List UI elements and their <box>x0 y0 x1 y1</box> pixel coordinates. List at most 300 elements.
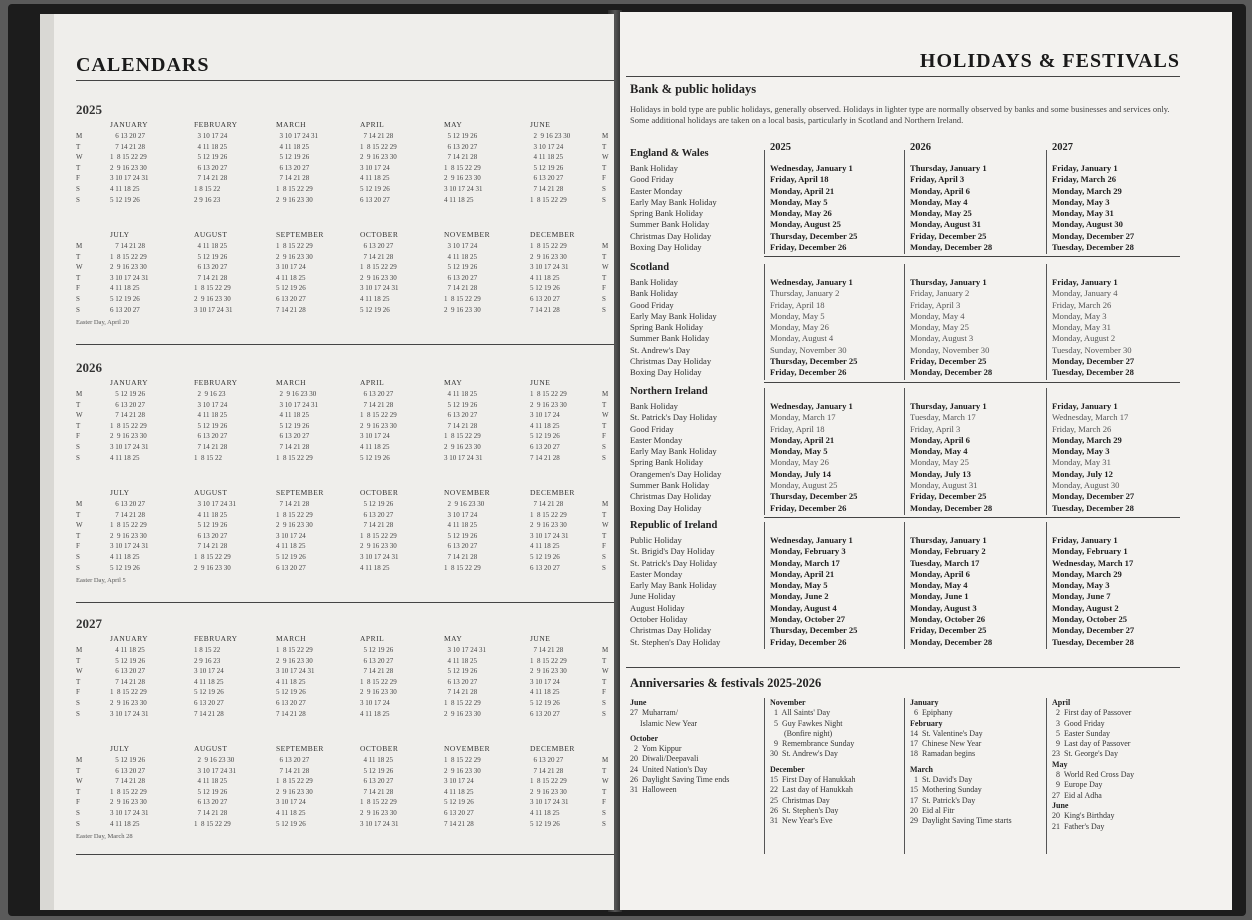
weekday-label: W <box>76 521 83 530</box>
weekday-label: W <box>76 153 83 162</box>
holiday-date: Monday, July 13 <box>910 468 971 479</box>
month-block <box>530 744 575 829</box>
week-row: 5 12 19 26 <box>444 798 474 807</box>
holiday-date: Monday, March 29 <box>1052 568 1122 579</box>
week-row: 6 13 20 27 <box>530 756 564 764</box>
month-block <box>360 230 399 315</box>
weekday-label: S <box>76 552 80 561</box>
column-divider <box>764 388 765 515</box>
holiday-dates-2027 <box>1052 163 1188 253</box>
month-block <box>276 634 315 719</box>
weekday-label: F <box>602 284 606 293</box>
week-row: 6 13 20 27 <box>194 698 224 707</box>
week-row: 1 8 15 22 29 <box>276 453 313 462</box>
holiday-date: Monday, May 31 <box>1052 322 1111 333</box>
holiday-name: Bank Holiday <box>630 288 678 299</box>
holiday-date: Monday, August 3 <box>910 333 974 344</box>
holiday-dates-2026 <box>910 277 1046 379</box>
month-name: JULY <box>110 488 130 497</box>
week-row: 5 12 19 26 <box>194 252 228 261</box>
holiday-date: Monday, May 26 <box>770 322 829 333</box>
anniversary-divider <box>1046 698 1047 854</box>
week-row: 2 9 16 23 30 <box>276 787 313 796</box>
week-row: 4 11 18 25 <box>444 787 474 796</box>
month-block <box>110 120 149 205</box>
month-name: JANUARY <box>110 378 149 387</box>
month-name: FEBRUARY <box>194 378 238 387</box>
anniversary-entry: 9 Remembrance Sunday <box>770 739 855 749</box>
week-row: 4 11 18 25 <box>276 273 306 282</box>
weekday-label: M <box>602 390 609 398</box>
easter-note: Easter Day, March 28 <box>76 833 133 840</box>
weekday-label: S <box>76 184 80 193</box>
holiday-name: Good Friday <box>630 174 674 185</box>
holiday-name: Summer Bank Holiday <box>630 333 710 344</box>
weekday-label: M <box>76 756 83 764</box>
holiday-name: Public Holiday <box>630 535 682 545</box>
holiday-date: Monday, May 26 <box>770 208 832 219</box>
week-row: 4 11 18 25 <box>530 542 560 551</box>
week-row: 2 9 16 23 <box>194 390 226 398</box>
weekday-label: T <box>76 252 81 261</box>
weekday-label: S <box>76 195 80 204</box>
anniversary-column <box>910 698 1050 827</box>
week-row: 1 8 15 22 29 <box>194 819 231 828</box>
holiday-date: Monday, August 25 <box>770 219 841 230</box>
weekday-labels-right <box>602 241 609 315</box>
week-row: 3 10 17 24 <box>360 432 390 441</box>
week-row: 5 12 19 26 <box>360 305 390 314</box>
holiday-date: Friday, April 3 <box>910 423 961 434</box>
anniversary-entry: 18 Ramadan begins <box>910 749 976 759</box>
month-block <box>110 378 149 463</box>
week-row: 1 8 15 22 29 <box>110 252 147 261</box>
week-row: 1 8 15 22 29 <box>110 688 147 697</box>
holiday-name: Summer Bank Holiday <box>630 219 710 230</box>
weekday-label: T <box>602 787 607 796</box>
holiday-date: Monday, May 31 <box>1052 208 1114 219</box>
week-row: 4 11 18 25 <box>194 677 224 686</box>
week-row: 2 9 16 23 30 <box>444 709 481 718</box>
week-row: 5 12 19 26 <box>530 698 560 707</box>
week-row: 3 10 17 24 31 <box>194 500 236 508</box>
anniversary-month: June <box>1052 800 1069 810</box>
month-name: JUNE <box>530 120 551 129</box>
month-name: AUGUST <box>194 488 228 497</box>
week-row: 6 13 20 27 <box>276 563 306 572</box>
week-row: 2 9 16 23 30 <box>530 400 567 409</box>
week-row: 1 8 15 22 29 <box>276 777 313 786</box>
week-row: 4 11 18 25 <box>110 646 145 654</box>
column-divider <box>764 150 765 254</box>
month-block <box>444 230 490 315</box>
month-block <box>194 488 236 573</box>
month-name: APRIL <box>360 120 385 129</box>
week-row: 5 12 19 26 <box>110 756 145 764</box>
column-divider <box>1046 522 1047 649</box>
week-row: 5 12 19 26 <box>110 390 145 398</box>
weekday-label: W <box>602 521 609 530</box>
week-row: 1 8 15 22 29 <box>360 142 397 151</box>
holiday-date: Monday, August 3 <box>910 602 977 613</box>
anniversary-entry: 9 Europe Day <box>1052 780 1103 790</box>
holiday-date: Monday, August 30 <box>1052 219 1123 230</box>
holiday-dates-2027 <box>1052 535 1188 648</box>
weekday-label: T <box>602 531 607 540</box>
week-row: 2 9 16 23 30 <box>360 542 397 551</box>
week-row: 7 14 21 28 <box>194 273 228 282</box>
holiday-date: Friday, March 26 <box>1052 423 1112 434</box>
week-row: 6 13 20 27 <box>194 432 228 441</box>
week-row: 7 14 21 28 <box>530 500 564 508</box>
week-row: 1 8 15 22 29 <box>444 432 481 441</box>
month-block <box>276 378 318 463</box>
week-row: 5 12 19 26 <box>276 421 310 430</box>
week-row: 1 8 15 22 29 <box>530 195 567 204</box>
week-row: 5 12 19 26 <box>360 453 390 462</box>
holiday-dates-2025 <box>770 535 906 648</box>
weekday-label: T <box>602 163 607 172</box>
week-row: 7 14 21 28 <box>360 667 394 676</box>
holiday-date: Monday, April 21 <box>770 185 835 196</box>
week-row: 6 13 20 27 <box>360 390 394 398</box>
weekday-label: T <box>76 766 81 775</box>
anniversary-entry: 1 St. David's Day <box>910 775 973 785</box>
week-row: 6 13 20 27 <box>360 510 394 519</box>
week-row: 7 14 21 28 <box>110 777 145 786</box>
holiday-date: Monday, August 31 <box>910 480 978 491</box>
weekday-label: W <box>76 777 83 786</box>
holiday-date: Wednesday, January 1 <box>770 535 853 545</box>
week-row: 5 12 19 26 <box>530 552 560 561</box>
week-row: 3 10 17 24 31 <box>360 552 399 561</box>
week-row: 1 8 15 22 29 <box>444 563 481 572</box>
week-row: 1 8 15 22 29 <box>530 777 567 786</box>
week-row: 4 11 18 25 <box>276 677 306 686</box>
anniversary-divider <box>764 698 765 854</box>
week-row: 2 9 16 23 <box>194 656 221 665</box>
week-row: 2 9 16 23 30 <box>360 808 397 817</box>
week-row: 2 9 16 23 30 <box>194 563 231 572</box>
weekday-label: F <box>602 798 606 807</box>
holiday-date: Monday, May 5 <box>770 446 828 457</box>
week-row: 1 8 15 22 <box>194 184 221 193</box>
region-rule <box>764 382 1180 383</box>
holiday-date: Monday, May 25 <box>910 322 969 333</box>
holiday-date: Monday, December 27 <box>1052 356 1135 367</box>
title-rule <box>626 76 1180 77</box>
week-row: 6 13 20 27 <box>194 531 228 540</box>
holiday-date: Monday, July 14 <box>770 468 831 479</box>
region-heading: Scotland <box>630 262 670 273</box>
anniversary-entry: Islamic New Year <box>630 718 698 728</box>
holiday-names <box>630 535 766 648</box>
holiday-date: Friday, January 1 <box>1052 277 1118 287</box>
anniversary-entry: 31 New Year's Eve <box>770 816 833 826</box>
week-row: 2 9 16 23 <box>194 195 221 204</box>
week-row: 6 13 20 27 <box>110 132 145 140</box>
week-row: 5 12 19 26 <box>360 500 394 508</box>
holiday-date: Monday, May 3 <box>1052 580 1110 591</box>
week-row: 3 10 17 24 <box>276 263 306 272</box>
holiday-date: Monday, December 28 <box>910 367 993 378</box>
holiday-date: Monday, February 1 <box>1052 546 1128 557</box>
week-row: 4 11 18 25 <box>276 411 309 420</box>
weekday-label: S <box>76 808 80 817</box>
anniversary-entry: 17 Chinese New Year <box>910 739 982 749</box>
anniversary-entry: 8 World Red Cross Day <box>1052 770 1135 780</box>
holiday-date: Monday, April 6 <box>910 568 970 579</box>
anniversary-entry: 31 Halloween <box>630 785 677 795</box>
anniversary-entry: 27 Eid al Adha <box>1052 790 1102 800</box>
calendar-year: 2026 <box>76 360 102 375</box>
anniversary-entry: 25 Christmas Day <box>770 795 830 805</box>
month-block <box>110 488 149 573</box>
month-block <box>444 120 483 205</box>
week-row: 7 14 21 28 <box>110 510 145 519</box>
column-divider <box>764 522 765 649</box>
column-divider <box>1046 388 1047 515</box>
week-row: 3 10 17 24 31 <box>194 305 233 314</box>
holiday-date: Monday, May 31 <box>1052 457 1111 468</box>
holiday-date: Tuesday, November 30 <box>1052 344 1132 355</box>
week-row: 7 14 21 28 <box>276 766 310 775</box>
week-row: 7 14 21 28 <box>360 252 394 261</box>
holiday-name: Early May Bank Holiday <box>630 446 717 457</box>
weekday-label: F <box>76 432 80 441</box>
holiday-date: Monday, August 30 <box>1052 480 1120 491</box>
holiday-date: Monday, August 31 <box>910 219 981 230</box>
weekday-label: T <box>602 766 607 775</box>
week-row: 3 10 17 24 31 <box>530 531 569 540</box>
anniversary-entry: 24 United Nation's Day <box>630 764 708 774</box>
holiday-name: Spring Bank Holiday <box>630 322 704 333</box>
week-row: 2 9 16 23 30 <box>194 294 231 303</box>
weekday-label: T <box>76 421 81 430</box>
anniversary-month: June <box>630 698 647 707</box>
holiday-name: Boxing Day Holiday <box>630 242 702 253</box>
month-block <box>530 378 567 463</box>
week-row: 5 12 19 26 <box>530 432 560 441</box>
weekday-label: S <box>602 442 606 451</box>
anniversary-entry: 26 St. Stephen's Day <box>770 805 839 815</box>
holiday-date: Monday, August 4 <box>770 333 834 344</box>
holiday-date: Thursday, January 2 <box>770 288 840 299</box>
week-row: 3 10 17 24 31 <box>110 709 149 718</box>
holiday-name: October Holiday <box>630 614 688 625</box>
week-row: 3 10 17 24 31 <box>276 132 318 140</box>
holiday-name: Christmas Day Holiday <box>630 230 712 241</box>
week-row: 3 10 17 24 31 <box>110 174 149 183</box>
weekday-labels-left <box>76 499 83 573</box>
holiday-dates-2025 <box>770 163 906 253</box>
week-row: 5 12 19 26 <box>444 400 478 409</box>
month-name: FEBRUARY <box>194 634 238 643</box>
anniversary-month: May <box>1052 759 1068 769</box>
holiday-date: Monday, May 26 <box>770 457 829 468</box>
holiday-date: Monday, July 12 <box>1052 468 1113 479</box>
column-divider <box>904 388 905 515</box>
holiday-date: Friday, December 25 <box>910 230 987 241</box>
holiday-date: Friday, April 3 <box>910 299 961 310</box>
week-row: 4 11 18 25 <box>360 756 393 764</box>
holiday-date: Monday, April 21 <box>770 568 835 579</box>
week-row: 4 11 18 25 <box>110 552 140 561</box>
weekday-labels-left <box>76 389 83 463</box>
week-row: 7 14 21 28 <box>444 688 478 697</box>
anniversary-entry: 30 St. Andrew's Day <box>770 749 838 759</box>
holiday-date: Monday, December 27 <box>1052 230 1135 241</box>
week-row: 5 12 19 26 <box>444 132 478 140</box>
month-name: JULY <box>110 744 130 753</box>
column-divider <box>904 150 905 254</box>
week-row: 6 13 20 27 <box>276 432 310 441</box>
week-row: 6 13 20 27 <box>360 195 390 204</box>
holiday-name: Christmas Day Holiday <box>630 625 712 636</box>
week-row: 2 9 16 23 30 <box>444 766 481 775</box>
week-row: 1 8 15 22 29 <box>530 242 567 250</box>
holiday-name: Spring Bank Holiday <box>630 208 704 219</box>
month-name: JUNE <box>530 634 551 643</box>
week-row: 3 10 17 24 31 <box>110 442 149 451</box>
month-block <box>360 120 397 205</box>
holiday-date: Monday, May 4 <box>910 310 965 321</box>
week-row: 6 13 20 27 <box>444 142 478 151</box>
month-block <box>530 120 570 205</box>
week-row: 4 11 18 25 <box>530 421 560 430</box>
month-name: JULY <box>110 230 130 239</box>
week-row: 4 11 18 25 <box>360 294 390 303</box>
holiday-date: Monday, May 3 <box>1052 310 1107 321</box>
holiday-date: Friday, April 3 <box>910 174 965 185</box>
week-row: 3 10 17 24 <box>276 798 306 807</box>
holiday-date: Tuesday, March 17 <box>910 412 976 423</box>
month-block <box>194 744 236 829</box>
month-name: NOVEMBER <box>444 744 491 753</box>
holiday-date: Friday, December 26 <box>770 636 847 647</box>
anniversary-column <box>1052 698 1192 832</box>
weekday-label: S <box>76 294 80 303</box>
month-name: NOVEMBER <box>444 488 491 497</box>
weekday-label: T <box>602 677 607 686</box>
weekday-label: F <box>76 688 80 697</box>
month-block <box>530 230 575 315</box>
holiday-names <box>630 163 766 253</box>
region-heading: England & Wales <box>630 148 709 159</box>
week-row: 7 14 21 28 <box>444 552 478 561</box>
week-row: 5 12 19 26 <box>194 521 228 530</box>
week-row: 4 11 18 25 <box>194 242 227 250</box>
holiday-date: Wednesday, January 1 <box>770 277 853 287</box>
week-row: 3 10 17 24 <box>360 698 390 707</box>
month-name: APRIL <box>360 378 385 387</box>
weekday-label: F <box>602 174 606 183</box>
week-row: 5 12 19 26 <box>194 688 224 697</box>
month-name: OCTOBER <box>360 488 399 497</box>
holiday-date: Monday, December 27 <box>1052 625 1135 636</box>
column-divider <box>1046 150 1047 254</box>
weekday-label: S <box>76 698 80 707</box>
anniversary-month: December <box>770 764 805 774</box>
holiday-date: Monday, April 6 <box>910 434 970 445</box>
week-row: 3 10 17 24 <box>530 411 560 420</box>
week-row: 2 9 16 23 30 <box>444 500 485 508</box>
weekday-label: S <box>76 453 80 462</box>
week-row: 3 10 17 24 <box>194 667 224 676</box>
month-name: NOVEMBER <box>444 230 491 239</box>
weekday-label: W <box>76 411 83 420</box>
weekday-label: T <box>76 510 81 519</box>
month-name: SEPTEMBER <box>276 488 324 497</box>
holiday-dates-2025 <box>770 277 906 379</box>
week-row: 1 8 15 22 29 <box>444 756 481 764</box>
weekday-label: T <box>76 163 81 172</box>
easter-note: Easter Day, April 5 <box>76 577 126 584</box>
week-row: 1 8 15 22 29 <box>110 421 147 430</box>
region-rule <box>764 256 1180 257</box>
weekday-label: S <box>602 184 606 193</box>
weekday-label: T <box>76 142 81 151</box>
week-row: 7 14 21 28 <box>110 677 145 686</box>
weekday-label: W <box>602 153 609 162</box>
holiday-dates-2026 <box>910 401 1046 514</box>
week-row: 5 12 19 26 <box>110 563 140 572</box>
week-row: 6 13 20 27 <box>444 273 478 282</box>
week-row: 6 13 20 27 <box>194 263 228 272</box>
week-row: 1 8 15 22 <box>194 646 221 654</box>
month-block <box>360 744 399 829</box>
holiday-date: Tuesday, December 28 <box>1052 636 1134 647</box>
anniversary-entry: 9 Last day of Passover <box>1052 739 1131 749</box>
week-row: 2 9 16 23 30 <box>276 521 313 530</box>
anniversary-entry: 15 Mothering Sunday <box>910 785 982 795</box>
week-row: 7 14 21 28 <box>530 184 564 193</box>
holiday-date: Sunday, November 30 <box>770 344 847 355</box>
month-name: JUNE <box>530 378 551 387</box>
holiday-names <box>630 277 766 379</box>
week-row: 4 11 18 25 <box>530 273 560 282</box>
anniversary-entry: 21 Father's Day <box>1052 821 1105 831</box>
weekday-label: W <box>602 411 609 420</box>
year-column-heading: 2025 <box>770 142 791 153</box>
week-row: 6 13 20 27 <box>110 766 145 775</box>
week-row: 7 14 21 28 <box>110 142 145 151</box>
week-row: 7 14 21 28 <box>360 132 394 140</box>
week-row: 7 14 21 28 <box>444 819 474 828</box>
week-row: 4 11 18 25 <box>360 709 390 718</box>
page-title: CALENDARS <box>76 54 210 76</box>
holiday-date: Thursday, December 25 <box>770 356 858 367</box>
weekday-label: F <box>602 688 606 697</box>
calendar-year: 2027 <box>76 616 102 631</box>
week-row: 6 13 20 27 <box>194 798 228 807</box>
holiday-name: Bank Holiday <box>630 277 678 287</box>
week-row: 3 10 17 24 31 <box>360 819 399 828</box>
week-row: 6 13 20 27 <box>530 442 560 451</box>
calendars-page <box>40 14 614 910</box>
holiday-name: St. Andrew's Day <box>630 344 691 355</box>
week-row: 7 14 21 28 <box>276 442 310 451</box>
month-block <box>276 230 324 315</box>
week-row: 7 14 21 28 <box>444 153 478 162</box>
weekday-label: T <box>76 656 81 665</box>
holiday-name: Christmas Day Holiday <box>630 491 712 502</box>
weekday-label: W <box>602 263 609 272</box>
holiday-date: Monday, December 28 <box>910 242 993 253</box>
week-row: 4 11 18 25 <box>194 777 227 786</box>
weekday-label: S <box>602 709 606 718</box>
anniversary-entry: 15 First Day of Hanukkah <box>770 775 856 785</box>
